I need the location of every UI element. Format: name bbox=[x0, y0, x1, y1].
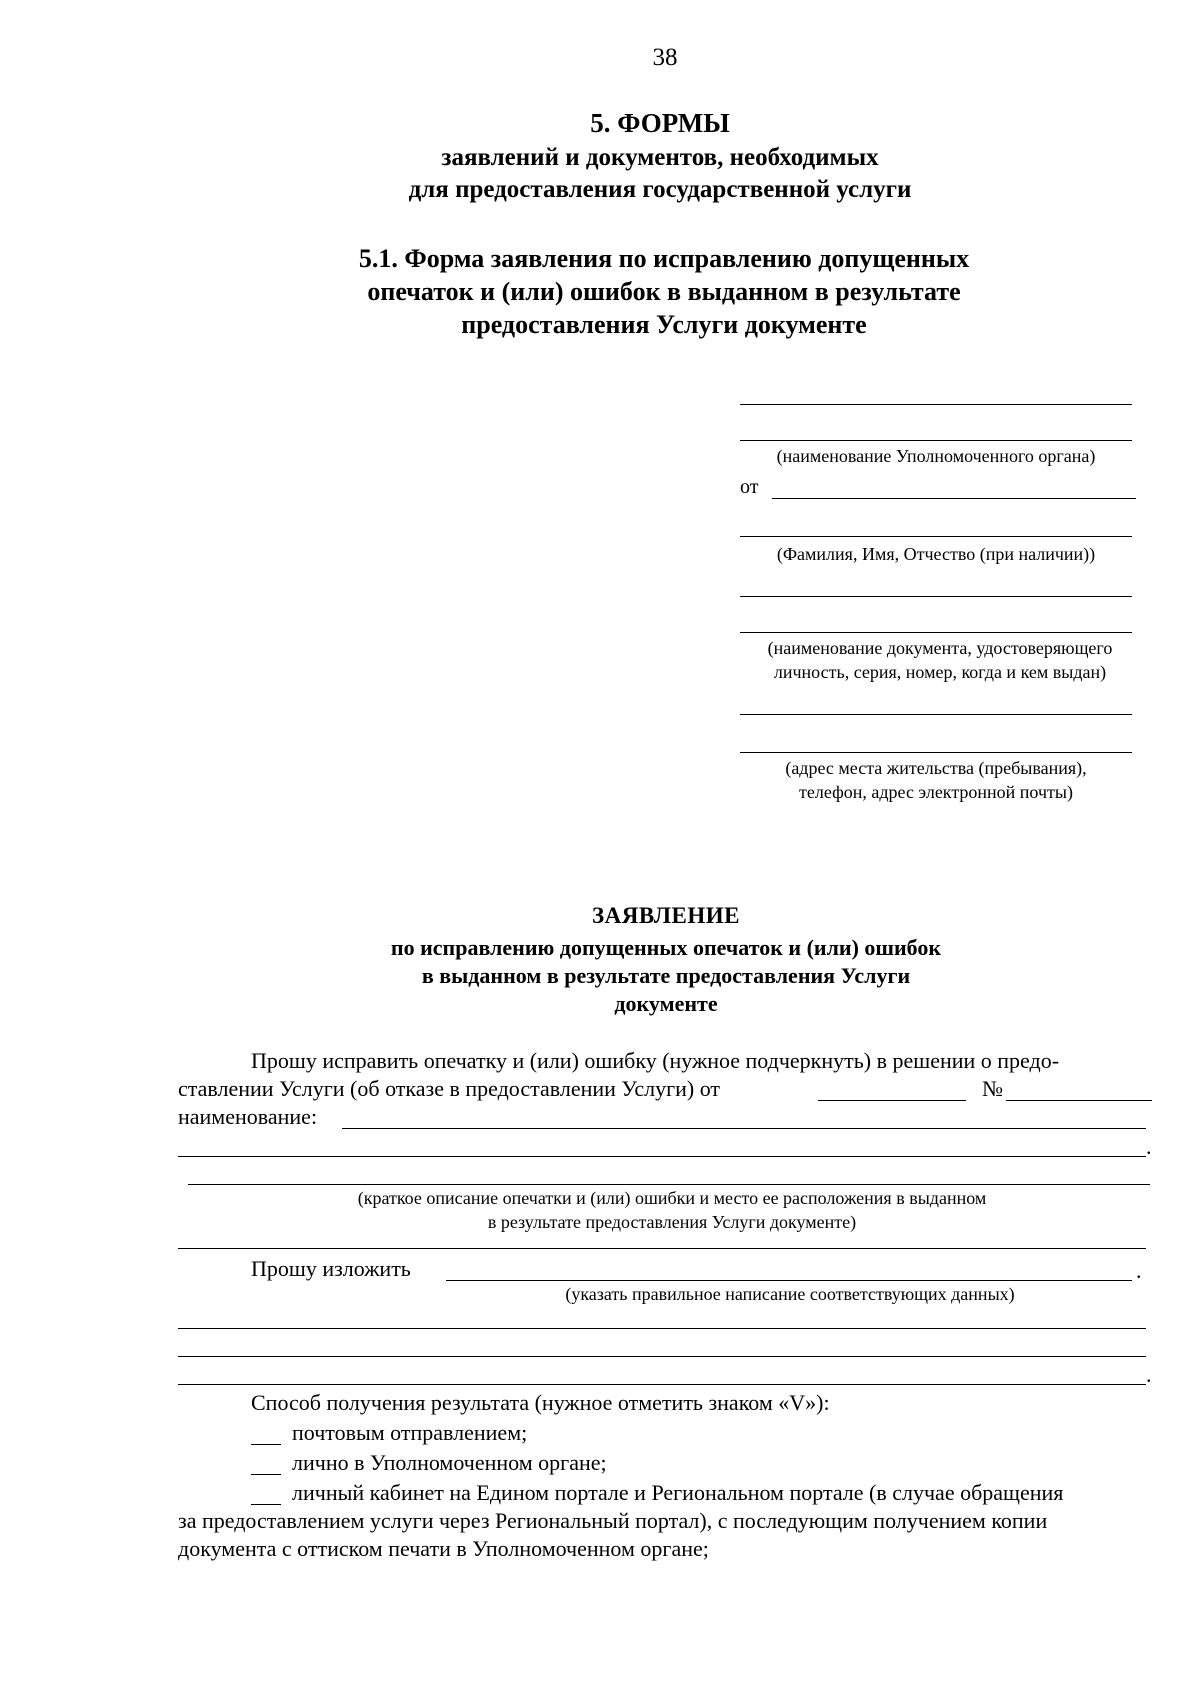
option-portal-line2: за предоставлением услуги через Региональный портал), с последующим получением копии bbox=[178, 1508, 1048, 1533]
section-subheading-line1: заявлений и документов, необходимых bbox=[441, 144, 879, 171]
request-period: . bbox=[1136, 1258, 1142, 1283]
option-mail: почтовым отправлением; bbox=[292, 1420, 528, 1445]
address-line-1[interactable] bbox=[740, 714, 1132, 715]
option-portal-line1: личный кабинет на Едином портале и Региональном портале (в случае обращения bbox=[292, 1480, 1064, 1505]
name-caption: (Фамилия, Имя, Отчество (при наличии)) bbox=[776, 544, 1096, 564]
form-heading-line3: предоставления Услуги документе bbox=[461, 310, 867, 339]
org-line-1[interactable] bbox=[740, 404, 1132, 405]
id-caption-line1: (наименование документа, удостоверяющего bbox=[767, 638, 1113, 658]
org-caption: (наименование Уполномоченного органа) bbox=[776, 446, 1096, 466]
description-caption-line2: в результате предоставления Услуги документе) bbox=[487, 1212, 857, 1232]
address-caption-line2: телефон, адрес электронной почты) bbox=[799, 782, 1073, 802]
name-line[interactable] bbox=[740, 536, 1132, 537]
description-field[interactable] bbox=[188, 1184, 1150, 1185]
id-caption-line2: личность, серия, номер, когда и кем выдан) bbox=[773, 662, 1107, 682]
name-period: . bbox=[1146, 1134, 1152, 1159]
statement-subtitle-line1: по исправлению допущенных опечаток и (или) ошибок bbox=[390, 935, 942, 960]
correct-data-line-1[interactable] bbox=[178, 1328, 1146, 1329]
description-caption-line1: (краткое описание опечатки и (или) ошибки и место ее расположения в выданном bbox=[357, 1188, 987, 1208]
correct-data-line-2[interactable] bbox=[178, 1356, 1146, 1357]
option-portal-checkmark-field[interactable] bbox=[251, 1504, 281, 1505]
name-field-continued[interactable] bbox=[178, 1156, 1146, 1157]
id-line-1[interactable] bbox=[740, 596, 1132, 597]
correct-data-period: . bbox=[1146, 1362, 1152, 1387]
correct-data-caption: (указать правильное написание соответствующих данных) bbox=[565, 1284, 1015, 1304]
section-subheading-line2: для предоставления государственной услуги bbox=[408, 176, 912, 203]
method-title: Способ получения результата (нужное отметить знаком «V»): bbox=[251, 1390, 830, 1415]
option-in-person: лично в Уполномоченном органе; bbox=[292, 1450, 607, 1475]
request-label: Прошу изложить bbox=[251, 1256, 411, 1281]
section-heading: 5. ФОРМЫ bbox=[590, 108, 730, 138]
from-label: от bbox=[740, 476, 759, 498]
option-in-person-checkmark-field[interactable] bbox=[251, 1474, 281, 1475]
form-heading-line1: 5.1. Форма заявления по исправлению допущенных bbox=[358, 244, 970, 273]
correct-data-field[interactable] bbox=[446, 1280, 1132, 1281]
address-line-2[interactable] bbox=[740, 752, 1132, 753]
statement-subtitle-line2: в выданном в результате предоставления Услуги bbox=[421, 963, 911, 988]
statement-subtitle-line3: документе bbox=[614, 991, 718, 1016]
form-heading-line2: опечаток и (или) ошибок в выданном в результате bbox=[367, 277, 961, 306]
name-label: наименование: bbox=[178, 1104, 318, 1129]
id-line-2[interactable] bbox=[740, 632, 1132, 633]
address-caption-line1: (адрес места жительства (пребывания), bbox=[785, 758, 1087, 778]
decision-number-field[interactable] bbox=[1006, 1100, 1152, 1101]
org-line-2[interactable] bbox=[740, 440, 1132, 441]
statement-title: ЗАЯВЛЕНИЕ bbox=[592, 903, 740, 928]
description-field-continued[interactable] bbox=[178, 1248, 1146, 1249]
name-field[interactable] bbox=[342, 1128, 1146, 1129]
decision-date-field[interactable] bbox=[818, 1100, 966, 1101]
page-number: 38 bbox=[652, 44, 678, 71]
number-sign: № bbox=[982, 1076, 1003, 1101]
request-text-line1: Прошу исправить опечатку и (или) ошибку (нужное подчеркнуть) в решении о предо- bbox=[251, 1048, 1060, 1073]
request-text-line2: ставлении Услуги (об отказе в предоставлении Услуги) от bbox=[178, 1076, 721, 1101]
option-mail-checkmark-field[interactable] bbox=[251, 1444, 281, 1445]
option-portal-line3: документа с оттиском печати в Уполномоченном органе; bbox=[178, 1536, 709, 1561]
correct-data-line-3[interactable] bbox=[178, 1384, 1146, 1385]
from-line[interactable] bbox=[772, 498, 1136, 499]
